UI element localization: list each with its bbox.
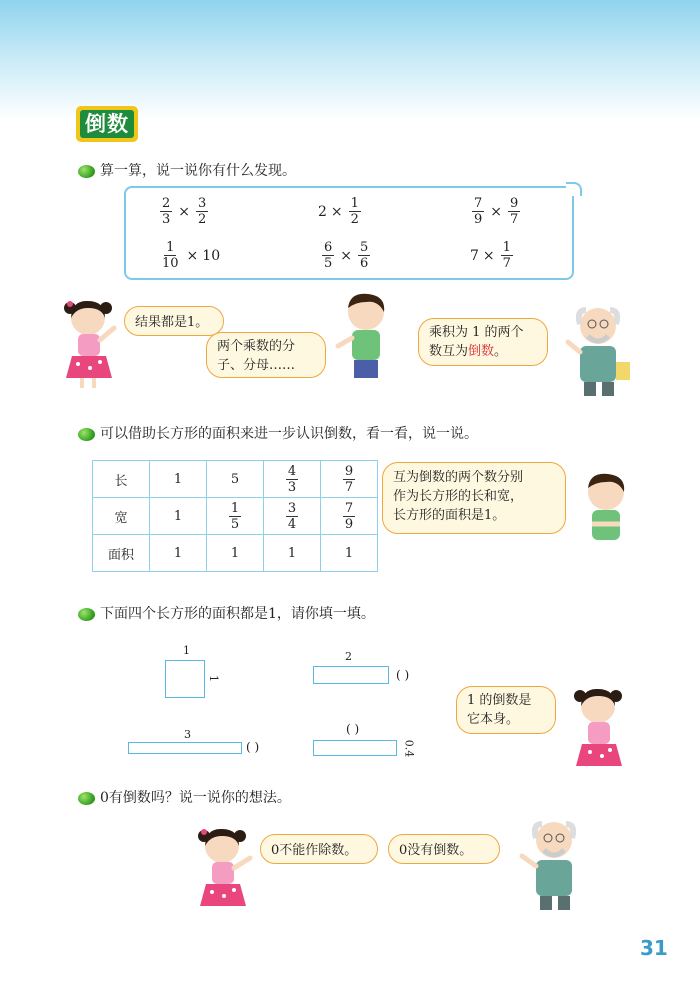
- expression-6: 7 × $\frac{1}{7}$: [470, 240, 511, 271]
- table-row: 长 1 5 $\frac{4}{3}$ $\frac{9}{7}$: [93, 461, 378, 498]
- header-band: [0, 0, 700, 120]
- teacher-character: [558, 302, 638, 402]
- boy-speech-bubble-2: 互为倒数的两个数分别 作为长方形的长和宽， 长方形的面积是1。: [382, 462, 566, 534]
- lesson-title-badge: [76, 106, 138, 142]
- section1-instruction: 算一算，说一说你有什么发现。: [100, 163, 296, 179]
- rect3-blank[interactable]: ( ): [246, 740, 260, 754]
- boy-speech-bubble: 两个乘数的分 子、分母……: [206, 332, 326, 378]
- square-side-label: 1: [207, 675, 220, 682]
- girl-speech-bubble: 结果都是1。: [124, 306, 224, 336]
- girl-character: [192, 826, 256, 920]
- expression-4: $\frac{1}{10}$ × 10: [162, 240, 221, 271]
- highlight-term: 倒数: [468, 344, 495, 359]
- boy-character: [330, 290, 400, 386]
- table-row: 面积 1 1 1 1: [93, 535, 378, 572]
- green-dot-icon: [78, 165, 95, 178]
- teacher-speech-bubble-2: 0没有倒数。: [388, 834, 500, 864]
- teacher-character: [514, 816, 594, 916]
- square-top-label: 1: [183, 644, 190, 657]
- rect2-top-label: 2: [345, 650, 352, 663]
- square-shape: [165, 660, 205, 698]
- rect3-top-label: 3: [184, 728, 191, 741]
- expression-1: $\frac{2}{3}$ × $\frac{3}{2}$: [162, 196, 207, 227]
- expression-2: 2 × $\frac{1}{2}$: [318, 196, 359, 227]
- rectangle-4-shape: [313, 740, 397, 756]
- boy-character: [574, 470, 638, 556]
- rectangle-2-shape: [313, 666, 389, 684]
- rectangle-3-shape: [128, 742, 242, 754]
- lesson-title: 倒数: [80, 110, 134, 138]
- section4-instruction: 0有倒数吗？说一说你的想法。: [100, 790, 291, 806]
- teacher-speech-bubble: 乘积为 1 的两个 数互为倒数。: [418, 318, 548, 366]
- area-table: [92, 460, 378, 572]
- calculation-box-corner: [566, 182, 582, 196]
- green-dot-icon: [78, 428, 95, 441]
- expression-3: $\frac{7}{9}$ × $\frac{9}{7}$: [474, 196, 519, 227]
- green-dot-icon: [78, 608, 95, 621]
- girl-speech-bubble-2: 1 的倒数是 它本身。: [456, 686, 556, 734]
- page-number: 31: [640, 936, 668, 960]
- girl-speech-bubble-3: 0不能作除数。: [260, 834, 378, 864]
- section2-instruction: 可以借助长方形的面积来进一步认识倒数，看一看，说一说。: [100, 426, 478, 442]
- rect4-side-label: 0.4: [402, 739, 416, 758]
- girl-character: [566, 686, 630, 778]
- rect4-top-blank[interactable]: ( ): [346, 722, 360, 736]
- expression-5: $\frac{6}{5}$ × $\frac{5}{6}$: [324, 240, 369, 271]
- section3-instruction: 下面四个长方形的面积都是1，请你填一填。: [100, 606, 375, 622]
- rect2-blank[interactable]: ( ): [396, 668, 410, 682]
- girl-character: [58, 298, 122, 392]
- green-dot-icon: [78, 792, 95, 805]
- table-row: 宽 1 $\frac{1}{5}$ $\frac{3}{4}$ $\frac{7}{9}$: [93, 498, 378, 535]
